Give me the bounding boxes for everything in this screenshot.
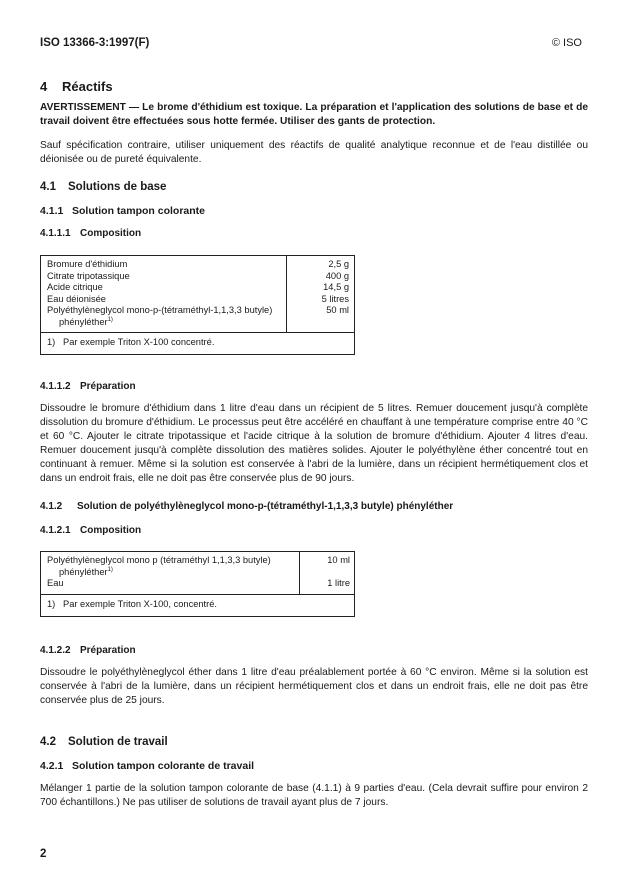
quantity-column — [300, 552, 354, 594]
ingredient-quantity: 2,5 g — [328, 259, 349, 269]
page-number: 2 — [40, 848, 47, 860]
footnote-number: 1) — [47, 598, 56, 609]
section-4-2-heading — [40, 736, 168, 748]
ingredient-name: Eau déionisée — [47, 293, 106, 304]
preparation-paragraph-3: Mélanger 1 partie de la solution tampon colorante de base (4.1.1) à 9 parties d'eau. (Cela devrait suffire pour environ 2 700 échantillons.) Ne pas utiliser de solutions de travail ayant plus de 7 jours. — [40, 783, 588, 808]
section-number: 4.1.2.1 — [40, 525, 71, 536]
section-number: 4 — [40, 79, 48, 94]
section-4-2-1-heading — [40, 760, 254, 772]
section-4-1-2-2-heading — [40, 645, 136, 656]
section-title: Solution tampon colorante — [72, 205, 205, 217]
ingredient-quantity: 400 g — [325, 270, 349, 281]
section-4-1-1-heading — [40, 205, 205, 217]
table-footnote — [41, 595, 354, 616]
section-number: 4.1.2 — [40, 501, 63, 512]
composition-table-2 — [40, 551, 355, 617]
section-4-heading — [40, 79, 113, 94]
ingredient-quantity: 50 ml — [326, 305, 349, 315]
ingredient-name: Citrate tripotassique — [47, 270, 130, 281]
ingredient-name: Polyéthylèneglycol mono p (tétraméthyl 1,1,3,3 butyle) — [47, 555, 271, 565]
copyright-notice: © ISO — [551, 37, 582, 49]
section-4-1-2-heading — [40, 501, 453, 512]
footnote-number: 1) — [47, 337, 56, 347]
section-number: 4.1.1.1 — [40, 228, 71, 239]
section-number: 4.1.2.2 — [40, 645, 71, 656]
section-number: 4.1.1.2 — [40, 381, 71, 392]
section-title: Solution tampon colorante de travail — [72, 760, 255, 772]
section-4-1-heading — [40, 181, 166, 193]
ingredient-name-continuation: phényléther$^{1)}$ — [59, 566, 113, 577]
section-number: 4.2 — [40, 736, 56, 748]
section-title: Préparation — [80, 645, 136, 656]
ingredient-quantity: 14,5 g — [323, 282, 349, 292]
warning-paragraph: AVERTISSEMENT — Le brome d'éthidium est toxique. La préparation et l'application des solutions de base et de travail doivent être effectuées sous hotte fermée. Utiliser des gants de protection. — [40, 102, 588, 127]
preparation-paragraph-1: Dissoudre le bromure d'éthidium dans 1 litre d'eau dans un récipient de 5 litres. Remuer doucement jusqu'à complète dissolution du bromure d'éthidium. Le processus peut être accéléré en chauffant à une température comprise entre 40 °C et 60 °C. Ajouter le citrate tripotassique et l'acide citrique à la solution de bromure d'éthidium. Ajouter 4 litres d'eau. Remuer doucement jusqu'à complète dissolution des matières solides. Ajouter le polyéthylène éther concentré tout en continuant à remuer. Même si la solution est conservée à l'abri de la lumière, dans un récipient hermétiquement clos et dans un endroit frais, elle ne doit pas être conservée plus de 90 jours. — [40, 403, 588, 484]
footnote-text: Par exemple Triton X-100, concentré. — [63, 598, 217, 609]
ingredient-name: Bromure d'éthidium — [47, 259, 128, 269]
ingredient-quantity: 10 ml — [327, 555, 350, 565]
section-title: Solution de travail — [68, 736, 168, 748]
table-body — [41, 552, 354, 595]
section-number: 4.2.1 — [40, 760, 64, 772]
ingredient-name: Eau — [47, 578, 64, 588]
section-title: Composition — [80, 228, 142, 239]
preparation-paragraph-2: Dissoudre le polyéthylèneglycol éther dans 1 litre d'eau préalablement portée à 60 °C environ. Même si la solution est conservée à l'abri de la lumière, dans un récipient hermétiquement clos et dans un endroit frais, elle ne doit pas être conservée plus de 25 jours. — [40, 667, 588, 706]
section-number: 4.1 — [40, 181, 56, 193]
document-reference: ISO 13366-3:1997(F) — [40, 37, 150, 49]
section-title: Composition — [80, 525, 142, 536]
section-title: Préparation — [80, 381, 136, 392]
section-4-1-2-1-heading — [40, 525, 141, 536]
section-title: Solutions de base — [68, 181, 167, 193]
section-number: 4.1.1 — [40, 205, 64, 217]
ingredient-name: Acide citrique — [47, 282, 103, 292]
ingredient-column — [41, 256, 287, 332]
table-footnote — [41, 333, 354, 354]
footnote-marker: 1) — [107, 566, 113, 573]
section-title: Réactifs — [62, 79, 113, 94]
ingredient-column — [41, 552, 300, 594]
ingredient-quantity: 1 litre — [327, 578, 350, 588]
footnote-marker: 1) — [107, 316, 113, 323]
intro-paragraph: Sauf spécification contraire, utiliser uniquement des réactifs de qualité analytique reconnue et de l'eau distillée ou déionisée ou de pureté équivalente. — [40, 140, 588, 165]
composition-table-1 — [40, 255, 355, 355]
table-body — [41, 256, 354, 333]
section-4-1-1-1-heading — [40, 228, 141, 239]
ingredient-name-continuation: phényléther$^{1)}$ — [59, 316, 113, 327]
footnote-text: Par exemple Triton X-100 concentré. — [63, 337, 215, 347]
section-4-1-1-2-heading — [40, 381, 136, 392]
section-title: Solution de polyéthylèneglycol mono-p-(tétraméthyl-1,1,3,3 butyle) phényléther — [77, 501, 454, 512]
ingredient-name: Polyéthylèneglycol mono-p-(tétraméthyl-1,1,3,3 butyle) — [47, 305, 273, 315]
ingredient-quantity: 5 litres — [321, 293, 349, 304]
quantity-column — [287, 256, 354, 332]
